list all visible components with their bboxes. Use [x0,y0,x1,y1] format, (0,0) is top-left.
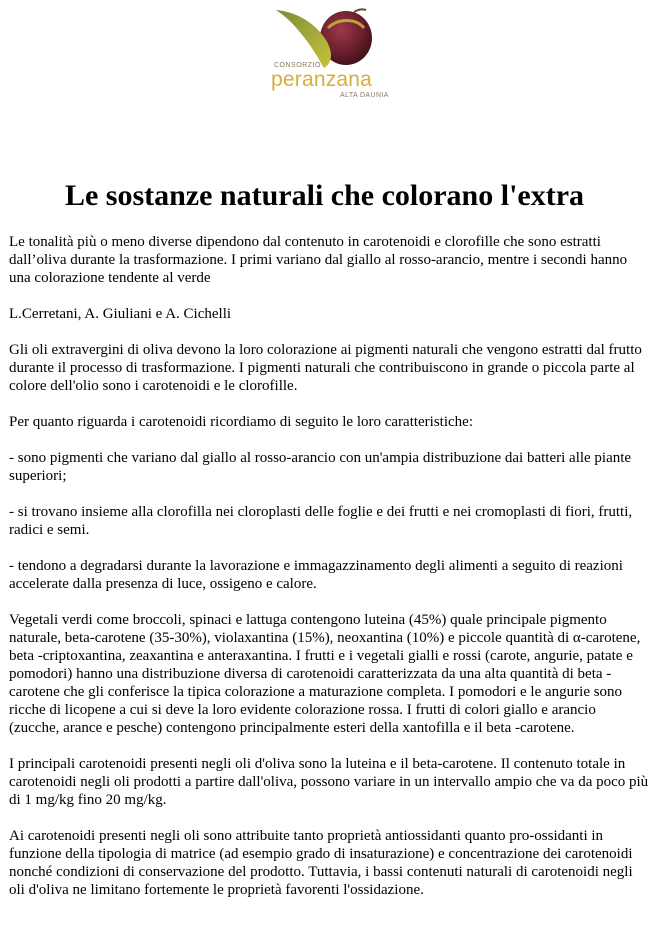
body-paragraph: I principali carotenoidi presenti negli oli d'oliva sono la luteina e il beta-carotene. Il contenuto totale in carotenoidi negli oli prodotti a partire dall'oliva, possono variare in un intervallo ampio che va da poco più di 1 mg/kg fino 20 mg/kg. [9,756,649,808]
page-header [0,0,649,110]
intro-paragraph: Le tonalità più o meno diverse dipendono dal contenuto in carotenoidi e clorofille che sono estratti dall’oliva durante la trasformazione. I primi variano dal giallo al rosso-arancio, mentre i secondi hanno una colorazione tendente al verde [9,234,628,286]
logo-region: ALTA DAUNIA [340,92,389,99]
body-paragraph: Ai carotenoidi presenti negli oli sono attribuite tanto proprietà antiossidanti quanto pro-ossidanti in funzione della tipologia di matrice (ad esempio grado di insaturazione) e concentrazione dei carotenoidi nonché condizioni di conservazione del prodotto. Tuttavia, i bassi contenuti naturali di carotenoidi negli oli d'oliva ne limitano fortemente le proprietà favorenti l'ossidazione. [9,828,633,898]
list-item: - sono pigmenti che variano dal giallo al rosso-arancio con un'ampia distribuzione dai batteri alle piante superiori; [9,450,632,484]
logo-brand: peranzana [271,68,373,91]
list-item: - tendono a degradarsi durante la lavorazione e immagazzinamento degli alimenti a seguito di reazioni accelerate dalla presenza di luce, ossigeno e calore. [9,558,623,592]
body-paragraph: Vegetali verdi come broccoli, spinaci e lattuga contengono luteina (45%) quale principale pigmento naturale, beta-carotene (35-30%), violaxantina (15%), neoxantina (10%) e piccole quantità di α-carotene, beta -criptoxantina, zeaxantina e anteraxantina. I frutti e i vegetali gialli e rossi (carote, angurie, patate e pomodori) hanno una distribuzione diversa di carotenoidi caratterizzata da una alta quantità di beta -carotene che gli conferisce la tipica colorazione a maturazione completa. I pomodori e le angurie sono ricche di licopene a cui si deve la loro evidente colorazione rossa. I frutti di colori giallo e arancio (zucche, arance e pesche) contengono principalmente esteri della xantofilla e il beta -carotene. [9,612,641,736]
article-title: Le sostanze naturali che colorano l'extra [64,179,585,212]
consorzio-logo[interactable] [268,6,388,104]
body-paragraph: Gli oli extravergini di oliva devono la loro colorazione ai pigmenti naturali che vengono estratti dal frutto durante il processo di trasformazione. I pigmenti naturali che contribuiscono in grande o piccola parte al colore dell'olio sono i carotenoidi e le clorofille. [9,342,642,394]
article-body [9,233,649,917]
body-paragraph: Per quanto riguarda i carotenoidi ricordiamo di seguito le loro caratteristiche: [9,414,474,430]
list-item: - si trovano insieme alla clorofilla nei cloroplasti delle foglie e dei frutti e nei cromoplasti di fiori, frutti, radici e semi. [9,504,633,538]
authors: L.Cerretani, A. Giuliani e A. Cichelli [9,306,232,322]
logo-consorzio: CONSORZIO [274,62,321,69]
